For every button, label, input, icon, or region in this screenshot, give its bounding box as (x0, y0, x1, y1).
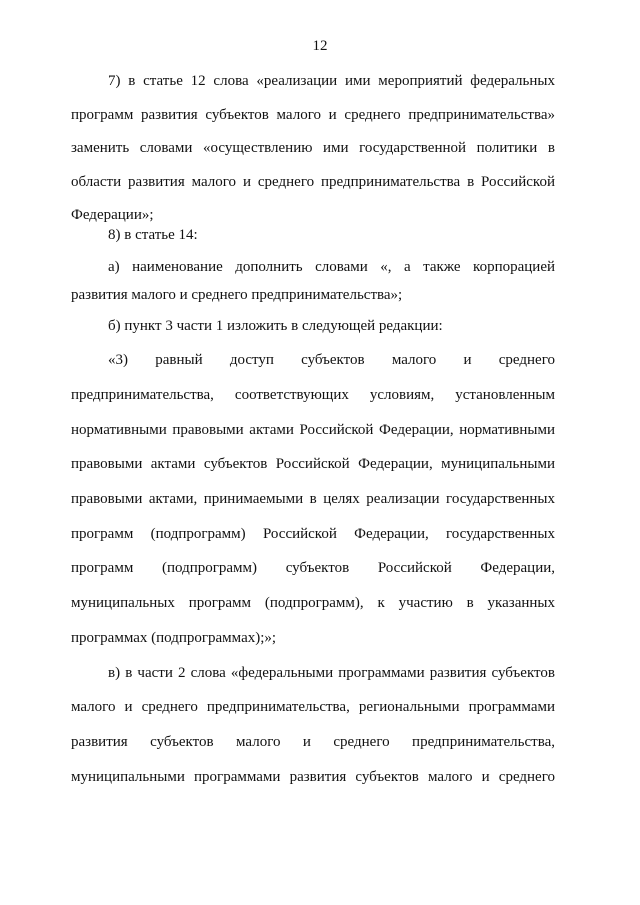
text-line: развития субъектов малого и среднего предпринимательства, (71, 734, 555, 750)
text-line: заменить словами «осуществлению ими государственной политики в (71, 140, 555, 156)
page-number: 12 (312, 38, 328, 54)
text-line: правовыми актами, принимаемыми в целях реализации государственных (71, 491, 555, 507)
text-line: программ (подпрограмм) Российской Федерации, государственных (71, 526, 555, 542)
text-line: 7) в статье 12 слова «реализации ими мероприятий федеральных (108, 73, 555, 89)
text-line: малого и среднего предпринимательства, региональными программами (71, 699, 555, 715)
text-line: нормативными правовыми актами Российской Федерации, нормативными (71, 422, 555, 438)
text-line: муниципальных программ (подпрограмм), к участию в указанных (71, 595, 555, 611)
text-line: программах (подпрограммах);»; (71, 630, 277, 646)
text-line: программ развития субъектов малого и среднего предпринимательства» (71, 107, 555, 123)
text-line: Федерации»; (71, 207, 154, 223)
text-line: в) в части 2 слова «федеральными программами развития субъектов (108, 665, 555, 681)
text-line: развития малого и среднего предпринимательства»; (71, 287, 403, 303)
text-line: а) наименование дополнить словами «, а также корпорацией (108, 259, 555, 275)
text-line: области развития малого и среднего предпринимательства в Российской (71, 174, 555, 190)
text-line: 8) в статье 14: (108, 227, 198, 243)
text-line: б) пункт 3 части 1 изложить в следующей редакции: (108, 318, 443, 334)
text-line: «3) равный доступ субъектов малого и среднего (108, 352, 555, 368)
text-line: предпринимательства, соответствующих условиям, установленным (71, 387, 555, 403)
text-line: программ (подпрограмм) субъектов Российской Федерации, (71, 560, 555, 576)
text-line: муниципальными программами развития субъектов малого и среднего (71, 769, 555, 785)
text-line: правовыми актами субъектов Российской Федерации, муниципальными (71, 456, 555, 472)
